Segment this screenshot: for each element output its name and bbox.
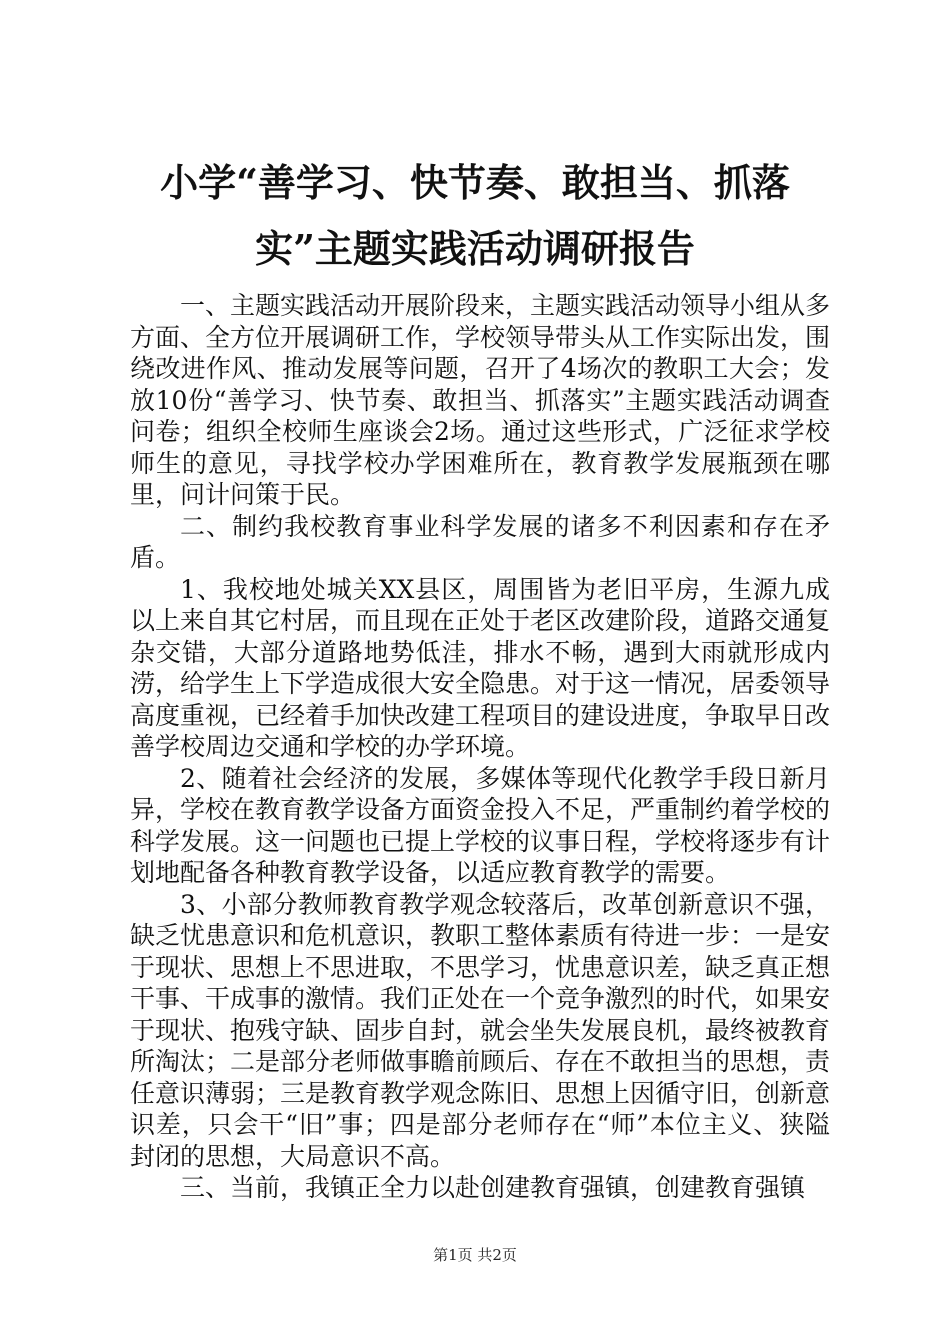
document-body — [130, 290, 830, 1204]
paragraph-2: 二、制约我校教育事业科学发展的诸多不利因素和存在矛盾。 — [130, 511, 830, 572]
paragraph-1: 一、主题实践活动开展阶段来，主题实践活动领导小组从多方面、全方位开展调研工作，学校领导带头从工作实际出发，围绕改进作风、推动发展等问题，召开了4场次的教职工大会；发放10份“善学习、快节奏、敢担当、抓落实”主题实践活动调查问卷；组织全校师生座谈会2场。通过这些形式，广泛征求学校师生的意见，寻找学校办学困难所在，教育教学发展瓶颈在哪里，问计问策于民。 — [130, 291, 831, 509]
document-title: 小学“善学习、快节奏、敢担当、抓落实”主题实践活动调研报告 — [160, 160, 790, 271]
paragraph-6: 三、当前，我镇正全力以赴创建教育强镇，创建教育强镇 — [180, 1173, 806, 1202]
page-number-footer: 第1页 共2页 — [433, 1246, 517, 1264]
paragraph-4: 2、随着社会经济的发展，多媒体等现代化教学手段日新月异，学校在教育教学设备方面资金投入不足，严重制约着学校的科学发展。这一问题也已提上学校的议事日程，学校将逐步有计划地配备各种教育教学设备，以适应教育教学的需要。 — [130, 763, 831, 887]
paragraph-5: 3、小部分教师教育教学观念较落后，改革创新意识不强，缺乏忧患意识和危机意识，教职工整体素质有待进一步：一是安于现状、思想上不思进取，不思学习，忧患意识差，缺乏真正想干事、干成事的激情。我们正处在一个竞争激烈的时代，如果安于现状、抱残守缺、固步自封，就会坐失发展良机，最终被教育所淘汰；二是部分老师做事瞻前顾后、存在不敢担当的思想，责任意识薄弱；三是教育教学观念陈旧、思想上因循守旧，创新意识差，只会干“旧”事；四是部分老师存在“师”本位主义、狭隘封闭的思想，大局意识不高。 — [130, 889, 831, 1171]
paragraph-3: 1、我校地处城关XX县区，周围皆为老旧平房，生源九成以上来自其它村居，而且现在正处于老区改建阶段，道路交通复杂交错，大部分道路地势低洼，排水不畅，遇到大雨就形成内涝，给学生上下学造成很大安全隐患。对于这一情况，居委领导高度重视，已经着手加快改建工程项目的建设进度，争取早日改善学校周边交通和学校的办学环境。 — [130, 574, 831, 761]
